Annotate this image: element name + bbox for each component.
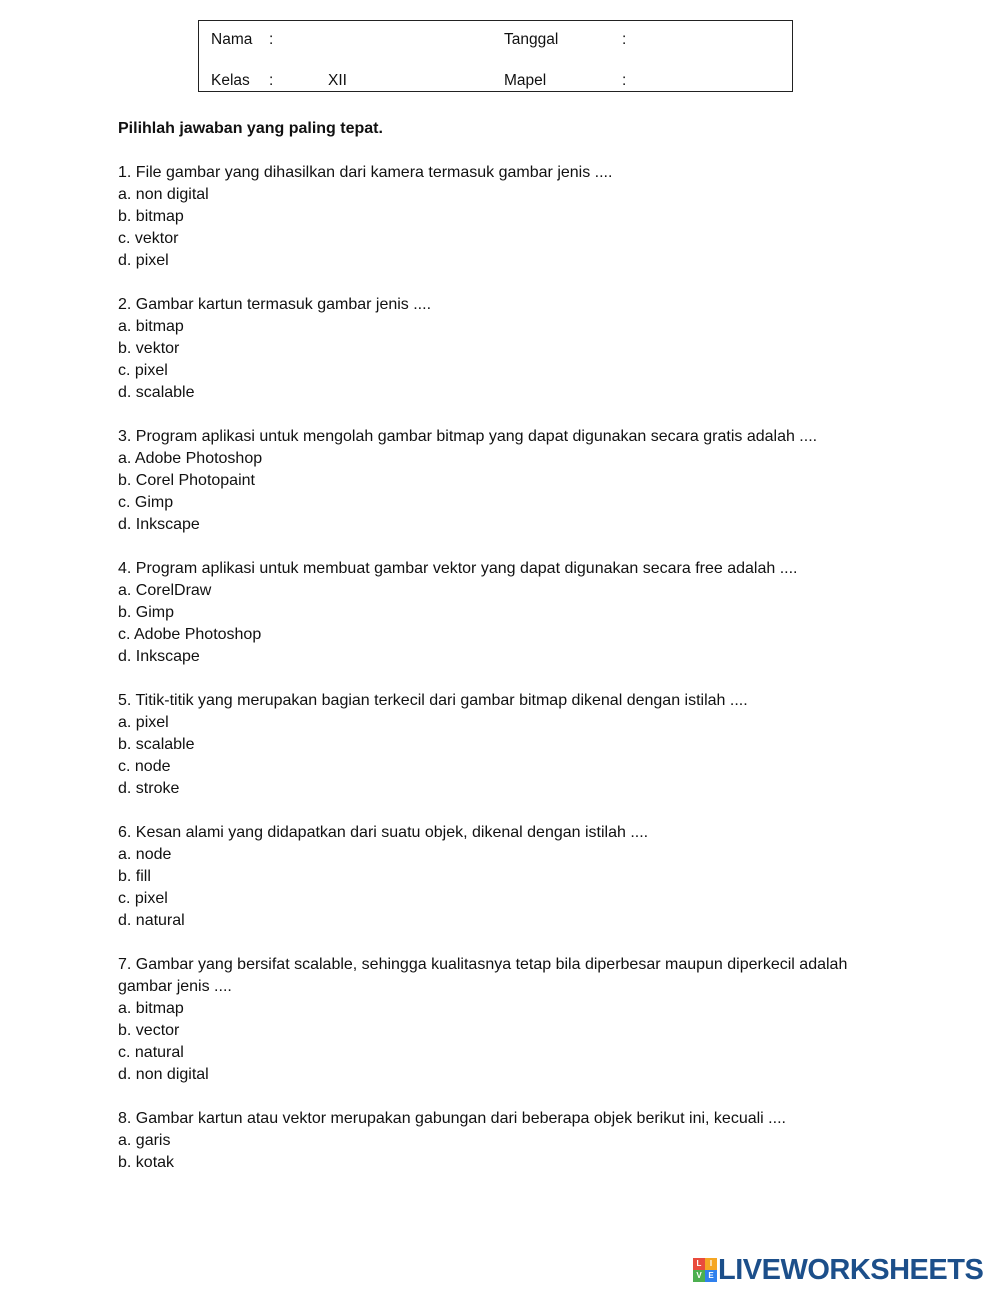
answer-option[interactable]: b. kotak <box>118 1154 175 1171</box>
answer-option[interactable]: b. Corel Photopaint <box>118 472 255 489</box>
question-text: 1. File gambar yang dihasilkan dari kamera termasuk gambar jenis .... <box>118 164 613 181</box>
answer-option[interactable]: a. bitmap <box>118 1000 184 1017</box>
tanggal-label: Tanggal <box>504 31 559 48</box>
student-info-box <box>198 20 793 92</box>
answer-option[interactable]: c. pixel <box>118 890 168 907</box>
answer-option[interactable]: c. node <box>118 758 171 775</box>
answer-option[interactable]: c. Gimp <box>118 494 174 511</box>
answer-option[interactable]: a. node <box>118 846 172 863</box>
kelas-label: Kelas <box>211 72 250 89</box>
answer-option[interactable]: a. bitmap <box>118 318 184 335</box>
tanggal-colon: : <box>622 31 627 48</box>
answer-option[interactable]: b. Gimp <box>118 604 175 621</box>
answer-option[interactable]: d. Inkscape <box>118 516 200 533</box>
question-3 <box>118 426 898 536</box>
answer-option[interactable]: d. pixel <box>118 252 169 269</box>
answer-option[interactable]: b. vector <box>118 1022 180 1039</box>
kelas-colon: : <box>269 72 274 89</box>
answer-option[interactable]: d. stroke <box>118 780 180 797</box>
answer-option[interactable]: a. CorelDraw <box>118 582 212 599</box>
instruction: Pilihlah jawaban yang paling tepat. <box>118 120 383 137</box>
answer-option[interactable]: b. scalable <box>118 736 195 753</box>
worksheet-content <box>118 118 898 1196</box>
question-text: 2. Gambar kartun termasuk gambar jenis .... <box>118 296 432 313</box>
question-7 <box>118 954 898 1086</box>
answer-option[interactable]: b. bitmap <box>118 208 184 225</box>
answer-option[interactable]: d. natural <box>118 912 185 929</box>
answer-option[interactable]: c. vektor <box>118 230 179 247</box>
mapel-colon: : <box>622 72 627 89</box>
question-text: 7. Gambar yang bersifat scalable, sehingga kualitasnya tetap bila diperbesar maupun diperkecil adalah gambar jenis .... <box>118 956 848 995</box>
question-8 <box>118 1108 898 1174</box>
mapel-label: Mapel <box>504 72 547 89</box>
logo-text: LIVEWORKSHEETS <box>718 1253 984 1286</box>
answer-option[interactable]: b. vektor <box>118 340 180 357</box>
question-5 <box>118 690 898 800</box>
question-text: 8. Gambar kartun atau vektor merupakan gabungan dari beberapa objek berikut ini, kecuali .... <box>118 1110 786 1127</box>
answer-option[interactable]: c. Adobe Photoshop <box>118 626 262 643</box>
answer-option[interactable]: d. non digital <box>118 1066 209 1083</box>
answer-option[interactable]: d. scalable <box>118 384 195 401</box>
question-text: 4. Program aplikasi untuk membuat gambar vektor yang dapat digunakan secara free adalah .... <box>118 560 798 577</box>
answer-option[interactable]: c. natural <box>118 1044 184 1061</box>
answer-option[interactable]: a. non digital <box>118 186 209 203</box>
kelas-value: XII <box>328 72 347 89</box>
answer-option[interactable]: c. pixel <box>118 362 168 379</box>
question-2 <box>118 294 898 404</box>
answer-option[interactable]: d. Inkscape <box>118 648 200 665</box>
answer-option[interactable]: b. fill <box>118 868 151 885</box>
question-6 <box>118 822 898 932</box>
logo-mark-tile: V <box>693 1270 705 1282</box>
logo-mark-tile: L <box>693 1258 705 1270</box>
answer-option[interactable]: a. pixel <box>118 714 169 731</box>
question-list <box>118 162 898 1174</box>
question-text: 5. Titik-titik yang merupakan bagian terkecil dari gambar bitmap dikenal dengan istilah .... <box>118 692 748 709</box>
question-text: 3. Program aplikasi untuk mengolah gambar bitmap yang dapat digunakan secara gratis adalah .... <box>118 428 818 445</box>
nama-label: Nama <box>211 31 253 48</box>
logo-mark-tile: E <box>705 1270 717 1282</box>
answer-option[interactable]: a. Adobe Photoshop <box>118 450 263 467</box>
logo-mark-tile: I <box>705 1258 717 1270</box>
question-text: 6. Kesan alami yang didapatkan dari suatu objek, dikenal dengan istilah .... <box>118 824 649 841</box>
question-1 <box>118 162 898 272</box>
question-4 <box>118 558 898 668</box>
liveworksheets-logo <box>693 1255 983 1285</box>
answer-option[interactable]: a. garis <box>118 1132 171 1149</box>
logo-mark-icon <box>693 1258 717 1282</box>
nama-colon: : <box>269 31 274 48</box>
